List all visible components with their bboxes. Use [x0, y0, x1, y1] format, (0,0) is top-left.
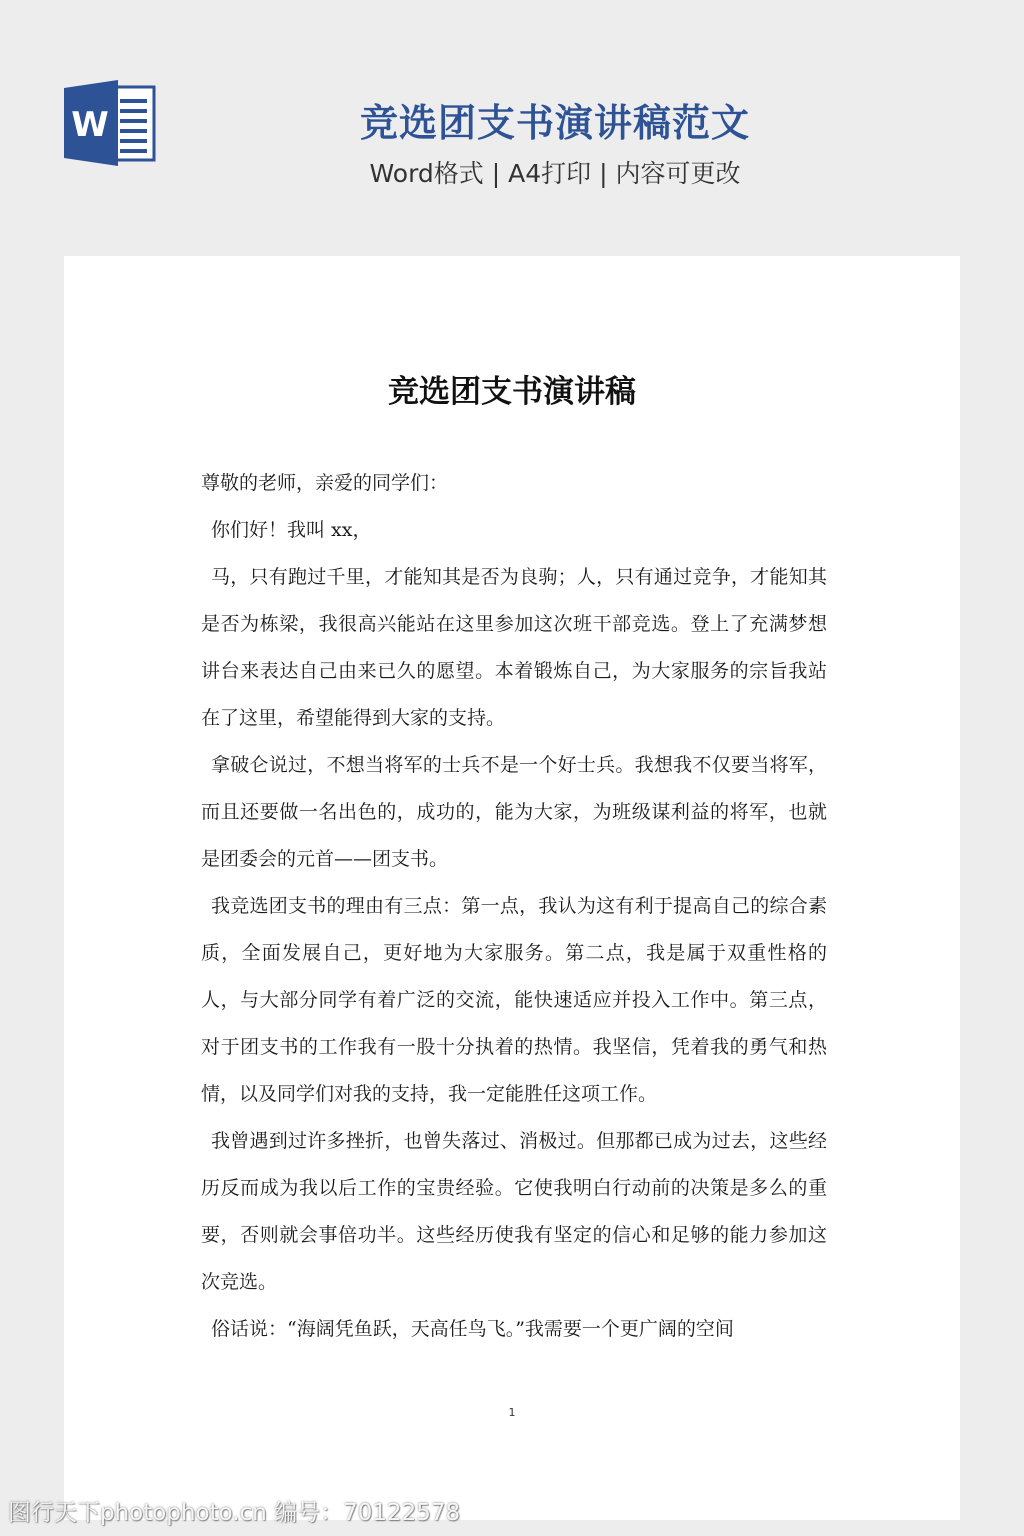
word-document-icon [64, 80, 156, 166]
paragraph-experience: 我曾遇到过许多挫折，也曾失落过、消极过。但那都已成为过去，这些经历反而成为我以后工作的宝贵经验。它使我明白行动前的决策是多么的重要，否则就会事倍功半。这些经历使我有坚定的信心和足够的能力参加这次竞选。 [201, 1130, 827, 1293]
banner-title: 竞选团支书演讲稿范文 [359, 101, 750, 145]
paragraph-napoleon: 拿破仑说过，不想当将军的士兵不是一个好士兵。我想我不仅要当将军，而且还要做一名出色的，成功的，能为大家，为班级谋利益的将军，也就是团委会的元首——团支书。 [201, 754, 827, 870]
banner-header [0, 0, 1024, 256]
document-page [64, 256, 960, 1520]
paragraph-salutation: 尊敬的老师，亲爱的同学们： [201, 472, 449, 494]
document-title: 竞选团支书演讲稿 [388, 374, 636, 410]
paragraph-greeting: 你们好！我叫 xx， [211, 519, 372, 541]
document-body [201, 460, 827, 1353]
word-logo-letter: W [71, 105, 109, 145]
paragraph-proverb: 俗话说：“海阔凭鱼跃，天高任鸟飞。”我需要一个更广阔的空间 [211, 1318, 734, 1340]
watermark-text: 图行天下photophoto.cn 编号：70122578 [8, 1500, 461, 1526]
paragraph-intro: 马，只有跑过千里，才能知其是否为良驹；人，只有通过竞争，才能知其是否为栋梁，我很高兴能站在这里参加这次班干部竞选。登上了充满梦想讲台来表达自己由来已久的愿望。本着锻炼自己，为大家服务的宗旨我站在了这里，希望能得到大家的支持。 [201, 566, 827, 729]
page-number: 1 [508, 1406, 516, 1419]
paragraph-reasons: 我竞选团支书的理由有三点：第一点，我认为这有利于提高自己的综合素质，全面发展自己，更好地为大家服务。第二点，我是属于双重性格的人，与大部分同学有着广泛的交流，能快速适应并投入工作中。第三点，对于团支书的工作我有一股十分执着的热情。我坚信，凭着我的勇气和热情，以及同学们对我的支持，我一定能胜任这项工作。 [201, 895, 827, 1105]
banner-subtitle: Word格式 | A4打印 | 内容可更改 [369, 159, 741, 188]
